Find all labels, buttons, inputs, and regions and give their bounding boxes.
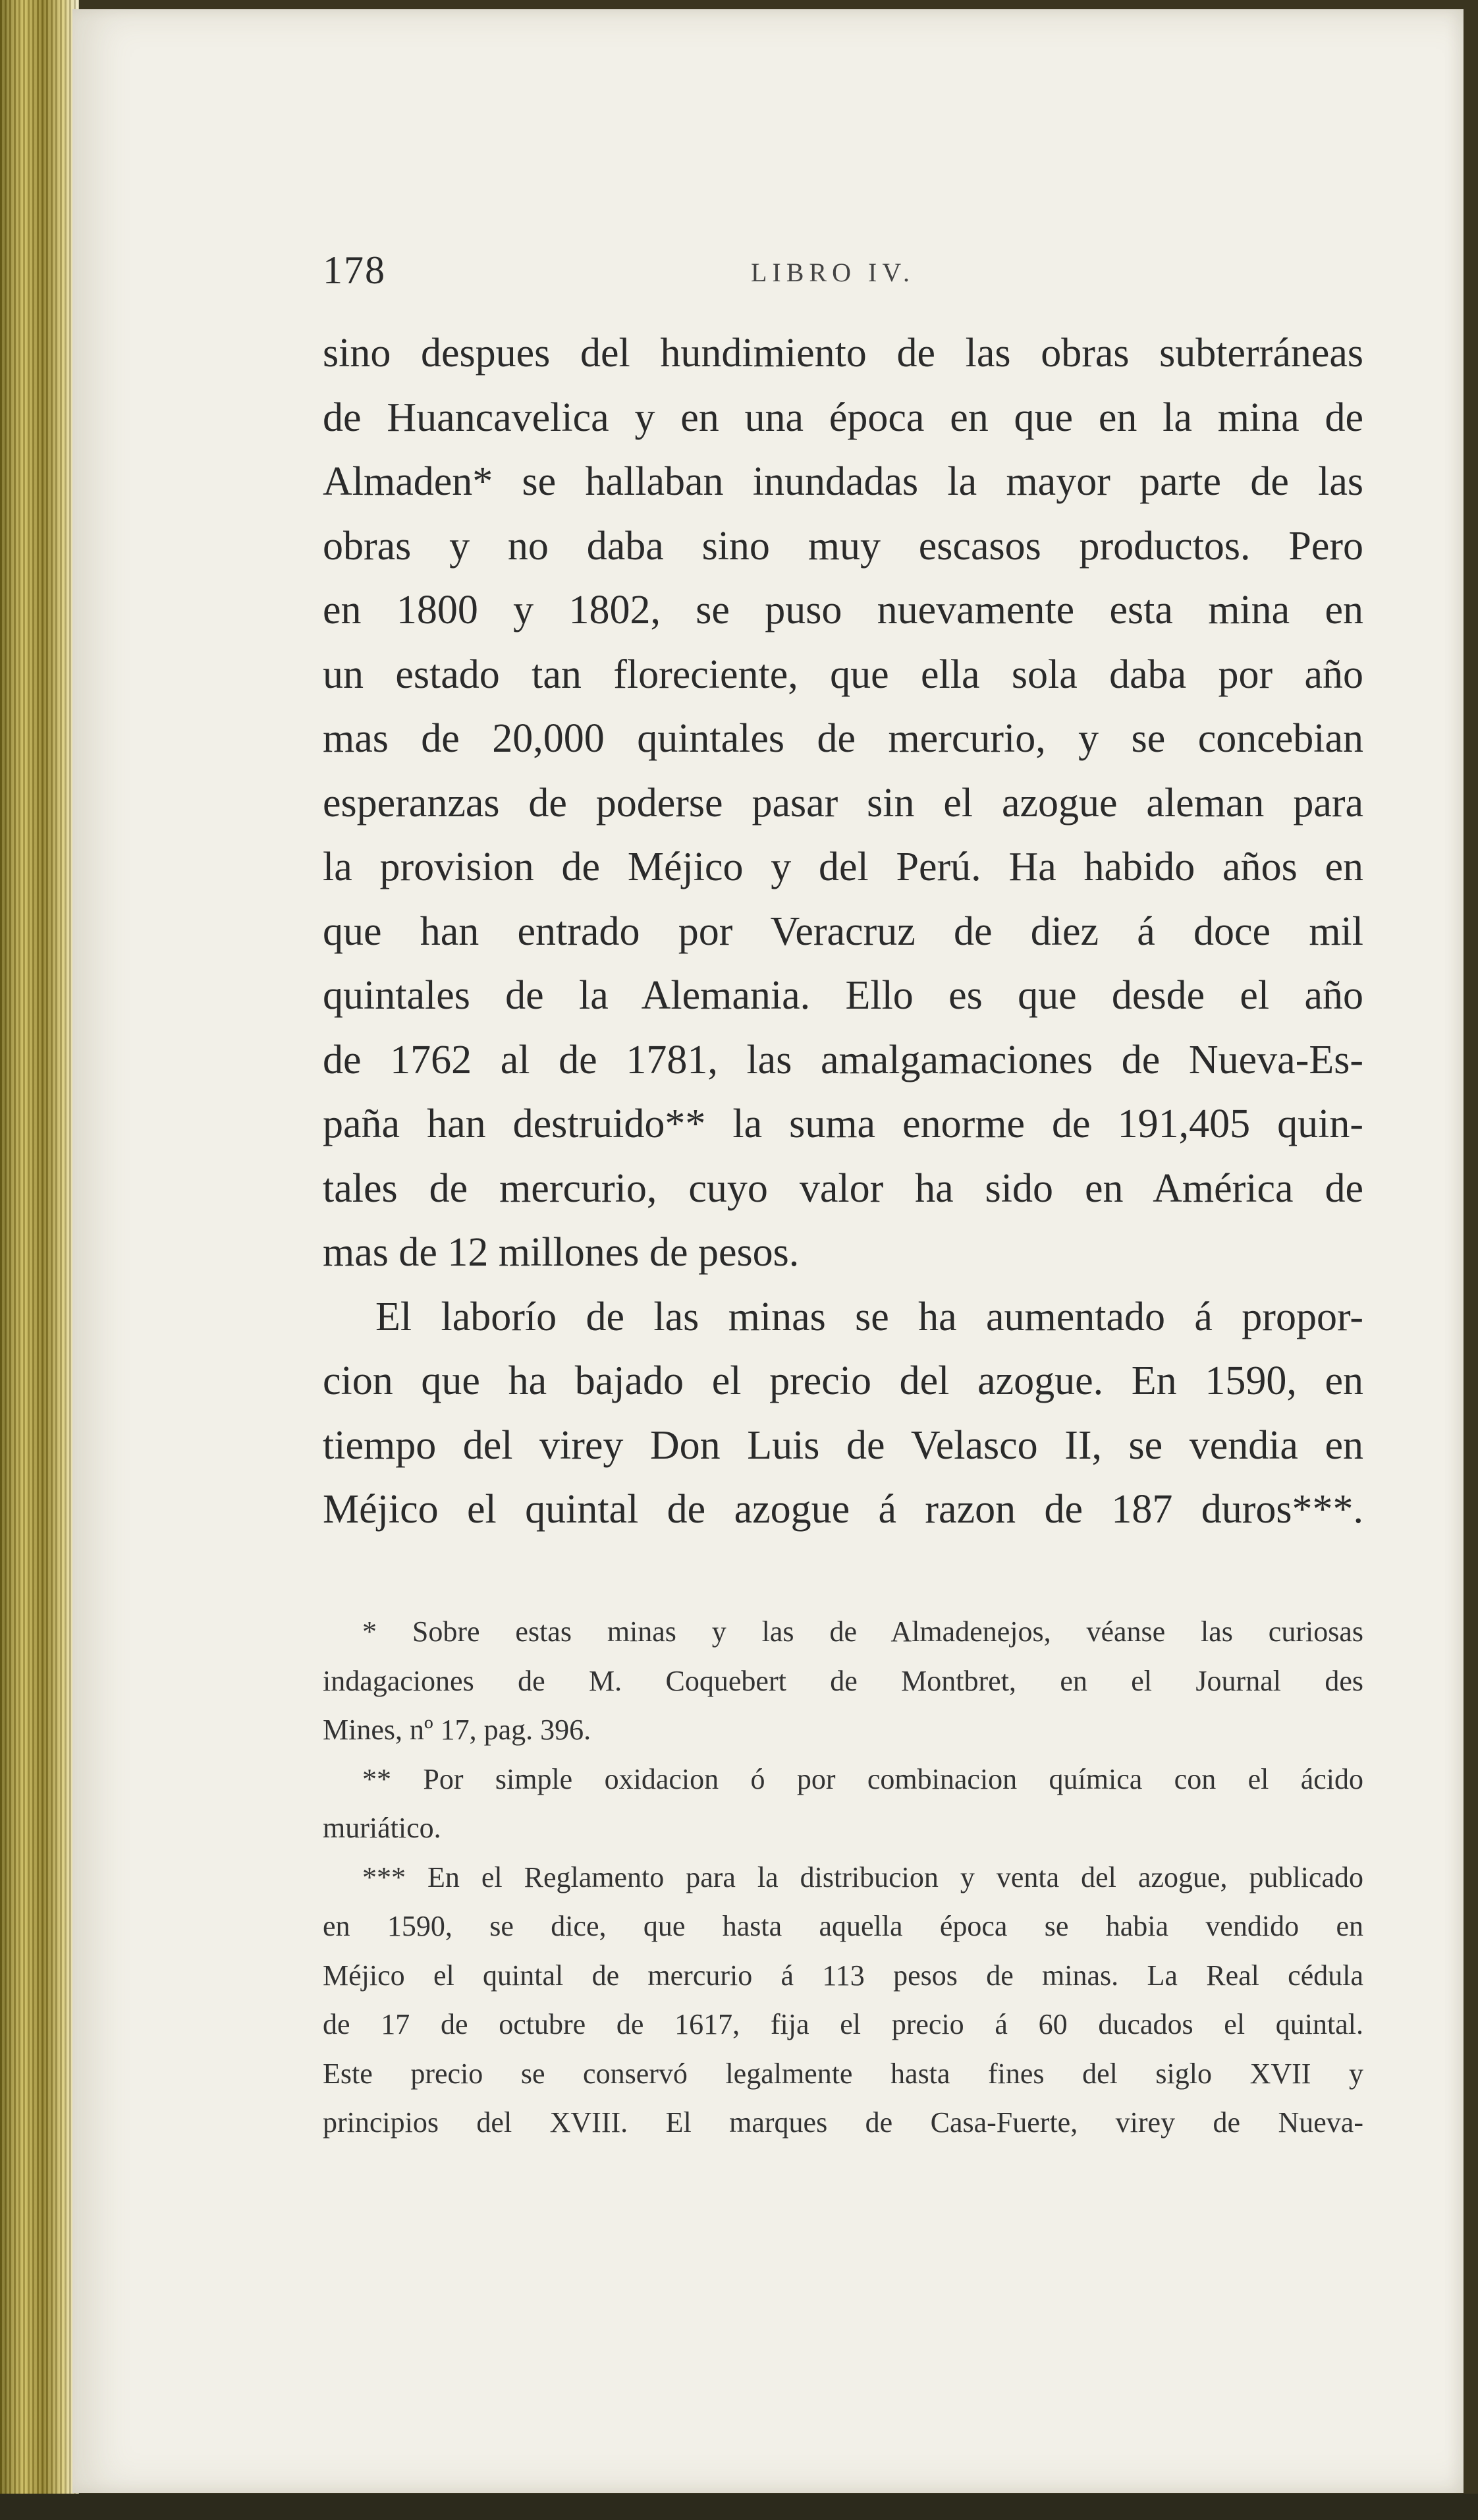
text-line: en 1800 y 1802, se puso nuevamente esta mina en xyxy=(323,588,1363,632)
footnote-line: indagaciones de M. Coquebert de Montbret, en el Journal des xyxy=(323,1664,1363,1697)
text-line: que han entrado por Veracruz de diez á doce mil xyxy=(323,909,1363,954)
text-line: cion que ha bajado el precio del azogue. En 1590, en xyxy=(323,1358,1363,1403)
footnotes xyxy=(323,1608,1363,2148)
page-header xyxy=(323,248,1363,300)
bottom-edge xyxy=(0,2494,1478,2520)
text-line: mas de 12 millones de pesos. xyxy=(323,1230,800,1275)
text-line: tales de mercurio, cuyo valor ha sido en América de xyxy=(323,1165,1363,1211)
footnote-line: *** En el Reglamento para la distribucion y venta del azogue, publicado xyxy=(362,1861,1363,1893)
footnote-line: Este precio se conservó legalmente hasta fines del siglo XVII y xyxy=(323,2057,1363,2090)
text-line: obras y no daba sino muy escasos productos. Pero xyxy=(323,523,1363,569)
footnote-line: principios del XVIII. El marques de Casa-Fuerte, virey de Nueva- xyxy=(323,2106,1363,2139)
text-line: un estado tan floreciente, que ella sola daba por año xyxy=(323,652,1363,697)
text-line: mas de 20,000 quintales de mercurio, y se concebian xyxy=(323,716,1363,761)
text-line: quintales de la Alemania. Ello es que desde el año xyxy=(323,973,1363,1018)
page-number: 178 xyxy=(323,248,386,292)
text-line: Almaden* se hallaban inundadas la mayor parte de las xyxy=(323,459,1363,504)
text-line: sino despues del hundimiento de las obras subterráneas xyxy=(323,331,1363,376)
running-head: LIBRO IV. xyxy=(751,258,916,287)
text-line: Méjico el quintal de azogue á razon de 187 duros***. xyxy=(323,1487,1363,1532)
text-line: paña han destruido** la suma enorme de 191,405 quin- xyxy=(323,1102,1363,1146)
footnote-line: de 17 de octubre de 1617, fija el precio á 60 ducados el quintal. xyxy=(323,2008,1363,2040)
footnote-line: ** Por simple oxidacion ó por combinacion química con el ácido xyxy=(362,1762,1363,1795)
footnote-line: * Sobre estas minas y las de Almadenejos, véanse las curiosas xyxy=(362,1615,1363,1648)
text-line: de 1762 al de 1781, las amalgamaciones de Nueva-Es- xyxy=(323,1037,1363,1082)
footnote-line: muriático. xyxy=(323,1812,441,1844)
main-text xyxy=(323,322,1363,1542)
footnote-line: en 1590, se dice, que hasta aquella época se habia vendido en xyxy=(323,1910,1363,1942)
text-line: de Huancavelica y en una época en que en la mina de xyxy=(323,395,1363,440)
footnote-line: Méjico el quintal de mercurio á 113 pesos de minas. La Real cédula xyxy=(323,1959,1363,1992)
text-line: tiempo del virey Don Luis de Velasco II, se vendia en xyxy=(323,1422,1363,1468)
text-line: El laborío de las minas se ha aumentado á propor- xyxy=(375,1294,1363,1339)
text-line: la provision de Méjico y del Perú. Ha habido años en xyxy=(323,845,1363,889)
text-line: esperanzas de poderse pasar sin el azogue aleman para xyxy=(323,780,1363,826)
footnote-line: Mines, nº 17, pag. 396. xyxy=(323,1714,591,1746)
gilt-page-edge xyxy=(0,0,79,2520)
